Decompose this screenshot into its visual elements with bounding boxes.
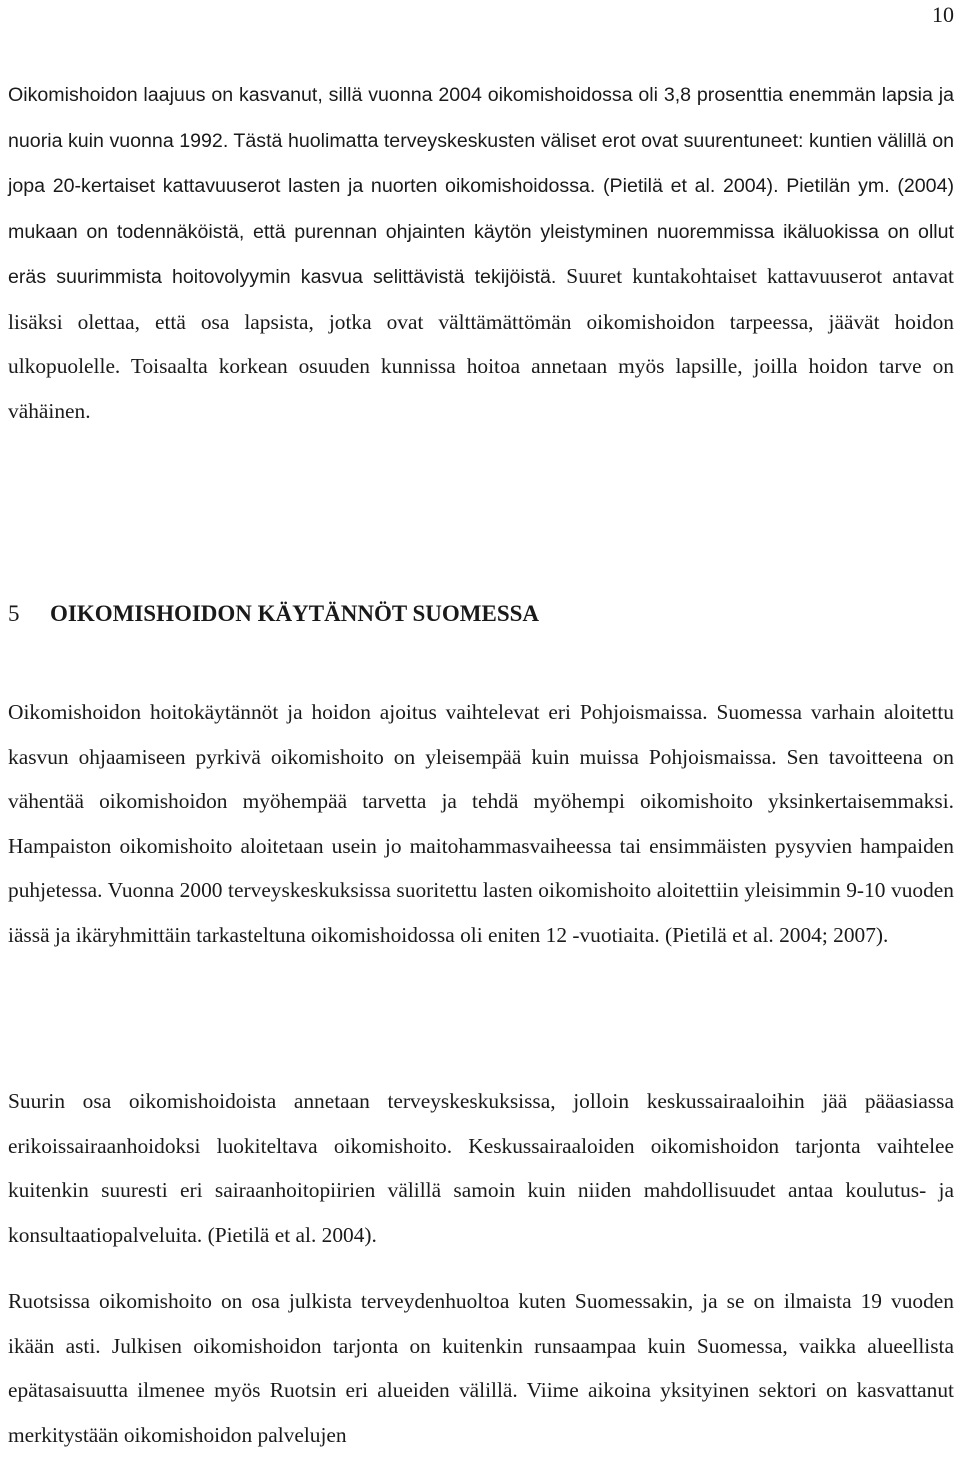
page-number: 10 bbox=[932, 2, 954, 27]
document-body bbox=[8, 72, 954, 1447]
section-heading bbox=[8, 592, 539, 636]
section-number: 5 bbox=[8, 601, 20, 626]
paragraph-health-centres: Suurin osa oikomishoidoista annetaan terveyskeskuksissa, jolloin keskussairaaloihin jää pääasiassa erikoissairaanhoidoksi luokiteltava oikomishoito. Keskussairaaloiden oikomishoidon tarjonta vaihtelee kuitenkin suuresti eri sairaanhoitopiirien välillä samoin kuin niiden mahdollisuudet antaa koulutus- ja konsultaatiopalveluita. (Pietilä et al. 2004). bbox=[8, 1089, 954, 1247]
paragraph-orthodontic-scope bbox=[8, 72, 954, 433]
paragraph-1-serif-text: Suuret kuntakohtaiset kattavuuserot antavat lisäksi olettaa, että osa lapsista, jotka ovat välttämättömän oikomishoidon tarpeessa, jäävät hoidon ulkopuolelle. Toisaalta korkean osuuden kunnissa hoitoa annetaan myös lapsille, joilla hoidon tarve on vähäinen. bbox=[8, 264, 954, 423]
paragraph-sweden: Ruotsissa oikomishoito on osa julkista terveydenhuoltoa kuten Suomessakin, ja se on ilmaista 19 vuoden ikään asti. Julkisen oikomishoidon tarjonta on kuitenkin runsaampaa kuin Suomessa, vaikka alueellista epätasaisuutta ilmenee myös Ruotsin eri alueiden välillä. Viime aikoina yksityinen sektori on kasvattanut merkitystään oikomishoidon palvelujen bbox=[8, 1289, 954, 1447]
paragraph-1-sans-text: Oikomishoidon laajuus on kasvanut, sillä vuonna 2004 oikomishoidossa oli 3,8 prosenttia enemmän lapsia ja nuoria kuin vuonna 1992. Tästä huolimatta terveyskeskusten väliset erot ovat suurentuneet: kuntien välillä on jopa 20-kertaiset kattavuuserot lasten ja nuorten oikomishoidossa. (Pietilä et al. 2004). Pietilän ym. (2004) mukaan on todennäköistä, että purennan ohjainten käytön yleistyminen nuoremmissa ikäluokissa on ollut eräs suurimmista hoitovolyymin kasvua selittävistä tekijöistä. bbox=[8, 84, 954, 288]
section-title: OIKOMISHOIDON KÄYTÄNNÖT SUOMESSA bbox=[50, 601, 540, 626]
paragraph-treatment-practices: Oikomishoidon hoitokäytännöt ja hoidon ajoitus vaihtelevat eri Pohjoismaissa. Suomessa varhain aloitettu kasvun ohjaamiseen pyrkivä oikomishoito on yleisempää kuin muissa Pohjoismaissa. Sen tavoitteena on vähentää oikomishoidon myöhempää tarvetta ja tehdä myöhempi oikomishoito yksinkertaisemmaksi. Hampaiston oikomishoito aloitetaan usein jo maitohammasvaiheessa tai ensimmäisten pysyvien hampaiden puhjetessa. Vuonna 2000 terveyskeskuksissa suoritettu lasten oikomishoito aloitettiin yleisimmin 9-10 vuoden iässä ja ikäryhmittäin tarkasteltuna oikomishoidossa oli eniten 12 -vuotiaita. (Pietilä et al. 2004; 2007). bbox=[8, 700, 954, 947]
